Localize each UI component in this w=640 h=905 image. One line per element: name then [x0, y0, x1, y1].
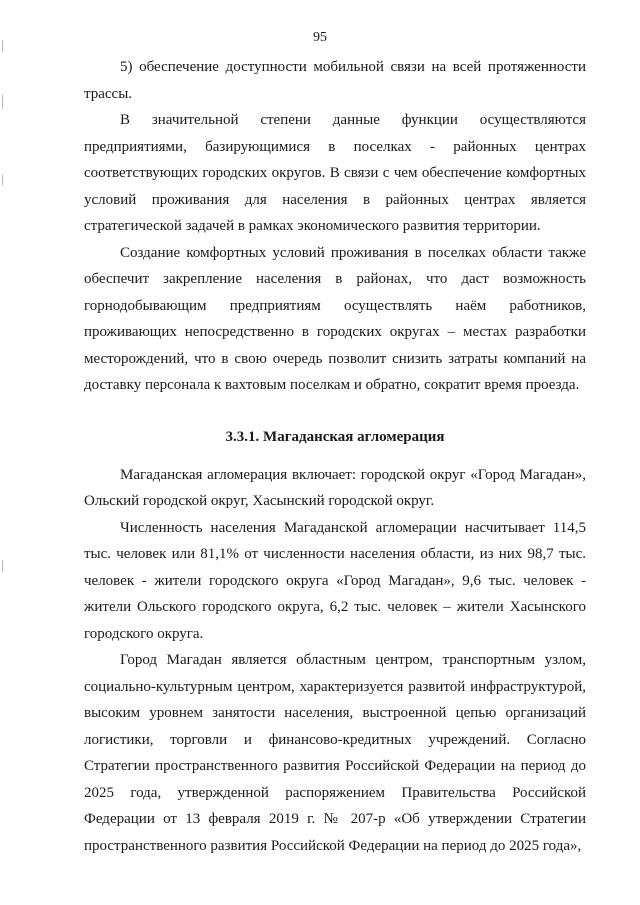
scan-margin-mark: [2, 175, 3, 185]
document-body: [84, 54, 586, 859]
paragraph: Создание комфортных условий проживания в поселках области также обеспечит закрепление населения в районах, что даст возможность горнодобывающим предприятиям осуществлять наём работников, проживающих непосредственно в городских округах – местах разработки месторождений, что в свою очередь позволит снизить затраты компаний на доставку персонала к вахтовым поселкам и обратно, сократит время проезда.: [84, 244, 586, 393]
section-heading: 3.3.1. Магаданская агломерация: [225, 428, 445, 445]
paragraph-list-item-5: 5) обеспечение доступности мобильной связи на всей протяженности трассы.: [84, 59, 586, 102]
page-number: 95: [313, 30, 327, 45]
paragraph: Город Магадан является областным центром, транспортным узлом, социально-культурным центром, характеризуется развитой инфраструктурой, высоким уровнем занятости населения, выстроенной цепью организаций логистики, торговли и финансово-кредитных учреждений. Согласно Стратегии пространственного развития Российской Федерации на период до 2025 года, утвержденной распоряжением Правительства Российской Федерации от 13 февраля 2019 г. № 207-р «Об утверждении Стратегии пространственного развития Российской Федерации на период до 2025 года»,: [84, 652, 586, 854]
paragraph: В значительной степени данные функции осуществляются предприятиями, базирующимися в поселках - районных центрах соответствующих городских округов. В связи с чем обеспечение комфортных условий проживания для населения в районных центрах является стратегической задачей в рамках экономического развития территории.: [84, 112, 586, 234]
scan-margin-mark: [2, 95, 3, 109]
paragraph: Магаданская агломерация включает: городской округ «Город Магадан», Ольский городской округ, Хасынский городской округ.: [84, 466, 586, 509]
scan-margin-mark: [2, 560, 3, 572]
paragraph: Численность населения Магаданской агломерации насчитывает 114,5 тыс. человек или 81,1% от численности населения области, из них 98,7 тыс. человек - жители городского округа «Город Магадан», 9,6 тыс. человек - жители Ольского городского округа, 6,2 тыс. человек – жители Хасынского городского округа.: [84, 519, 586, 642]
